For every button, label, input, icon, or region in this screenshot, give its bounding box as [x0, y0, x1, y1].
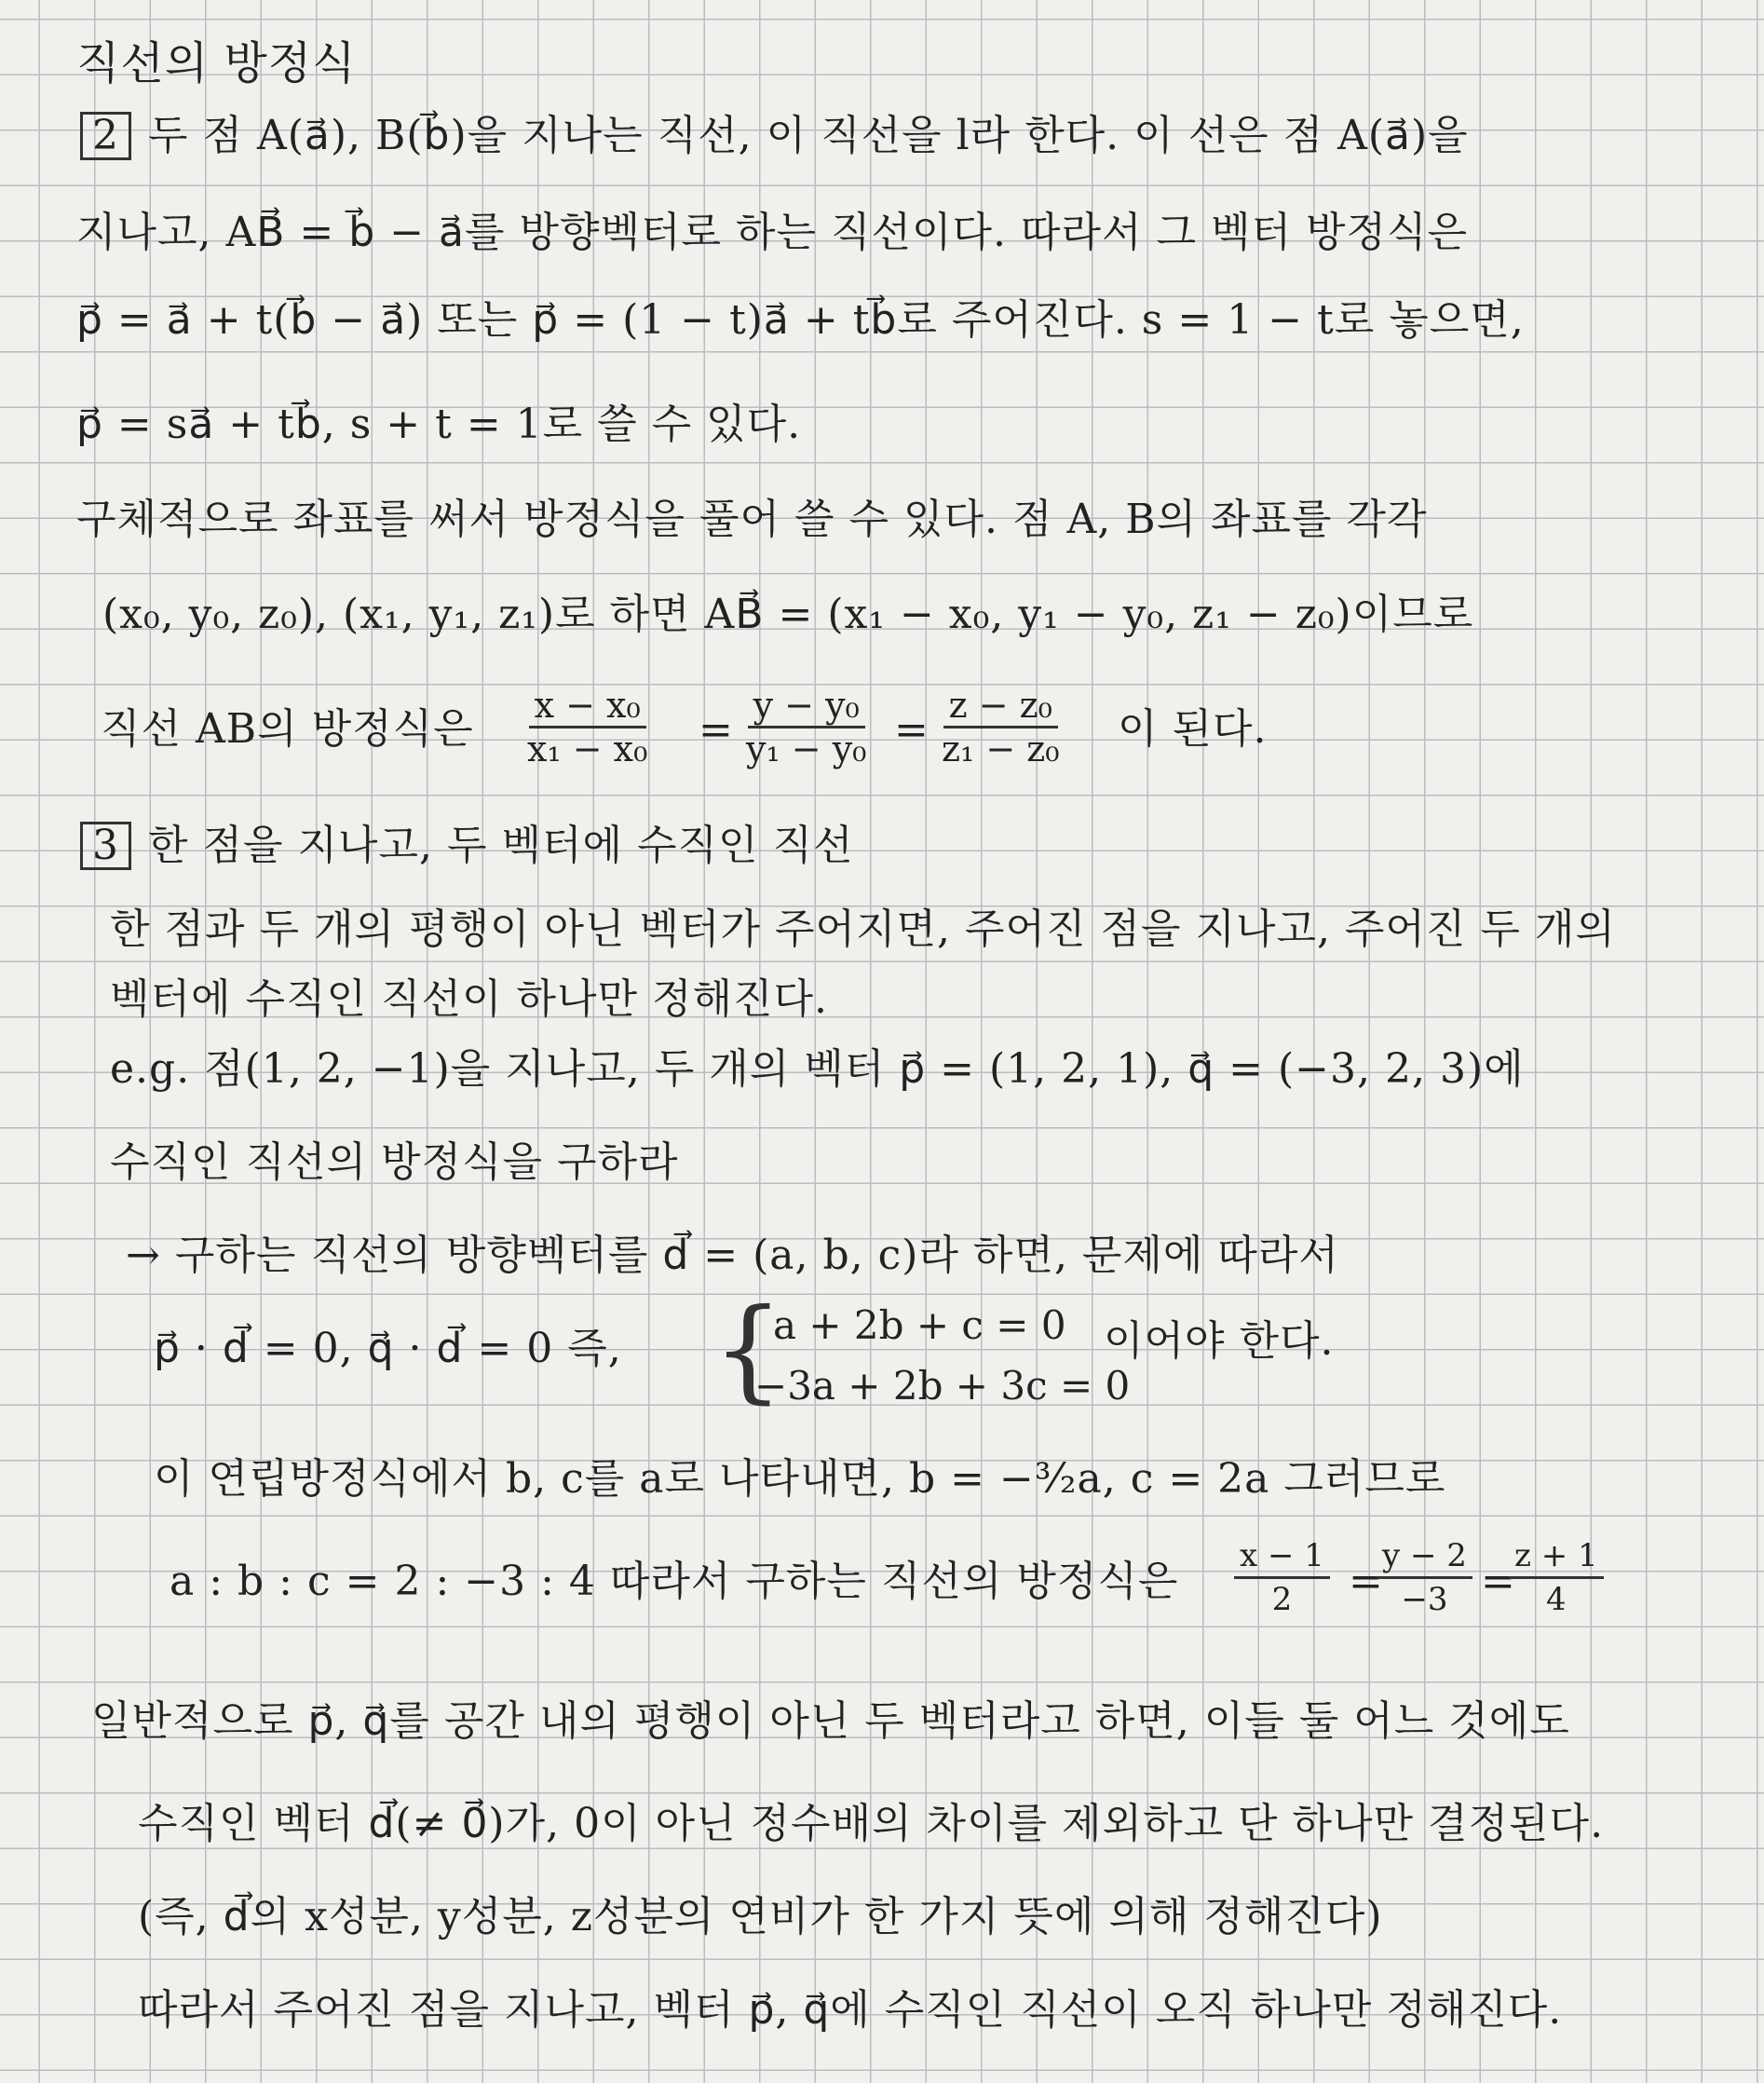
- line-equation-suffix: 이 된다.: [1118, 705, 1268, 753]
- section-2-text-1: 두 점 A(a⃗), B(b⃗)을 지나는 직선, 이 직선을 l라 한다. 이 선은 점 A(a⃗)을: [148, 112, 1469, 159]
- example-line-1: e.g. 점(1, 2, −1)을 지나고, 두 개의 벡터 p⃗ = (1, 2, 1), q⃗ = (−3, 2, 3)에: [110, 1045, 1525, 1093]
- section-2-line-6: (x₀, y₀, z₀), (x₁, y₁, z₁)로 하면 AB⃗ = (x₁ − x₀, y₁ − y₀, z₁ − z₀)이므로: [102, 591, 1474, 638]
- answer-fraction-y-denominator: −3: [1401, 1581, 1448, 1618]
- fraction-z: [936, 685, 1065, 769]
- solution-line-3: 이 연립방정식에서 b, c를 a로 나타내면, b = −³⁄₂a, c = 2a 그러므로: [154, 1455, 1446, 1503]
- fraction-y-denominator: y₁ − y₀: [746, 728, 867, 769]
- answer-fraction-z: [1509, 1535, 1604, 1620]
- answer-fraction-z-denominator: 4: [1546, 1581, 1567, 1618]
- system-brace: {: [712, 1286, 784, 1415]
- example-line-2: 수직인 직선의 방정식을 구하라: [110, 1138, 679, 1186]
- fraction-z-numerator: z − z₀: [943, 685, 1058, 728]
- section-3-paragraph-line-1: 한 점과 두 개의 평행이 아닌 벡터가 주어지면, 주어진 점을 지나고, 주어진 두 개의: [110, 905, 1616, 953]
- fraction-y: [740, 685, 872, 769]
- fraction-y-numerator: y − y₀: [748, 685, 865, 728]
- general-line-2: 수직인 벡터 d⃗(≠ 0⃗)가, 0이 아닌 정수배의 차이를 제외하고 단 하나만 결정된다.: [138, 1800, 1605, 1847]
- fraction-z-denominator: z₁ − z₀: [942, 728, 1060, 769]
- fraction-x-denominator: x₁ − x₀: [527, 728, 648, 769]
- system-equation-1: a + 2b + c = 0: [773, 1302, 1066, 1348]
- answer-fraction-z-numerator: z + 1: [1509, 1535, 1604, 1579]
- section-2-line-3: p⃗ = a⃗ + t(b⃗ − a⃗) 또는 p⃗ = (1 − t)a⃗ + tb⃗로 주어진다. s = 1 − t로 놓으면,: [76, 296, 1525, 344]
- general-line-3: (즉, d⃗의 x성분, y성분, z성분의 연비가 한 가지 뜻에 의해 정해진다): [138, 1893, 1383, 1940]
- answer-fraction-y-numerator: y − 2: [1377, 1535, 1472, 1579]
- section-2-line-5: 구체적으로 좌표를 써서 방정식을 풀어 쓸 수 있다. 점 A, B의 좌표를 각각: [76, 496, 1428, 543]
- fraction-x: [522, 685, 653, 769]
- section-3-heading-text: 한 점을 지나고, 두 벡터에 수직인 직선: [148, 822, 854, 869]
- section-3-paragraph-line-2: 벡터에 수직인 직선이 하나만 정해진다.: [110, 975, 828, 1023]
- solution-dot-products: p⃗ · d⃗ = 0, q⃗ · d⃗ = 0 즉,: [154, 1325, 622, 1372]
- general-line-1: 일반적으로 p⃗, q⃗를 공간 내의 평행이 아닌 두 벡터라고 하면, 이들 둘 어느 것에도: [91, 1697, 1570, 1745]
- system-equation-2: −3a + 2b + 3c = 0: [754, 1363, 1131, 1409]
- section-2-number-box: 2: [80, 112, 131, 160]
- solution-ratio: a : b : c = 2 : −3 : 4 따라서 구하는 직선의 방정식은: [170, 1558, 1179, 1605]
- general-line-4: 따라서 주어진 점을 지나고, 벡터 p⃗, q⃗에 수직인 직선이 오직 하나만 정해진다.: [138, 1986, 1563, 2034]
- equals-sign-1: =: [699, 706, 733, 754]
- answer-fraction-x: [1234, 1535, 1330, 1620]
- answer-fraction-y: [1377, 1535, 1472, 1620]
- solution-line-1: → 구하는 직선의 방향벡터를 d⃗ = (a, b, c)라 하면, 문제에 따라서: [126, 1232, 1339, 1279]
- answer-fraction-x-numerator: x − 1: [1234, 1535, 1330, 1579]
- answer-equals-2: =: [1481, 1558, 1515, 1605]
- equals-sign-2: =: [894, 706, 929, 754]
- page-title: 직선의 방정식: [76, 37, 357, 89]
- section-2-line-1: [80, 110, 1469, 162]
- fraction-x-numerator: x − x₀: [529, 685, 646, 728]
- answer-equals-1: =: [1349, 1558, 1383, 1605]
- section-3-number-box: 3: [80, 822, 131, 870]
- section-2-line-2: 지나고, AB⃗ = b⃗ − a⃗를 방향벡터로 하는 직선이다. 따라서 그 벡터 방정식은: [76, 209, 1468, 256]
- line-equation-prefix: 직선 AB의 방정식은: [101, 705, 474, 753]
- solution-condition: 이어야 한다.: [1104, 1317, 1335, 1365]
- section-3-heading: [80, 820, 853, 872]
- section-2-line-4: p⃗ = sa⃗ + tb⃗, s + t = 1로 쓸 수 있다.: [76, 401, 802, 448]
- answer-fraction-x-denominator: 2: [1271, 1581, 1293, 1618]
